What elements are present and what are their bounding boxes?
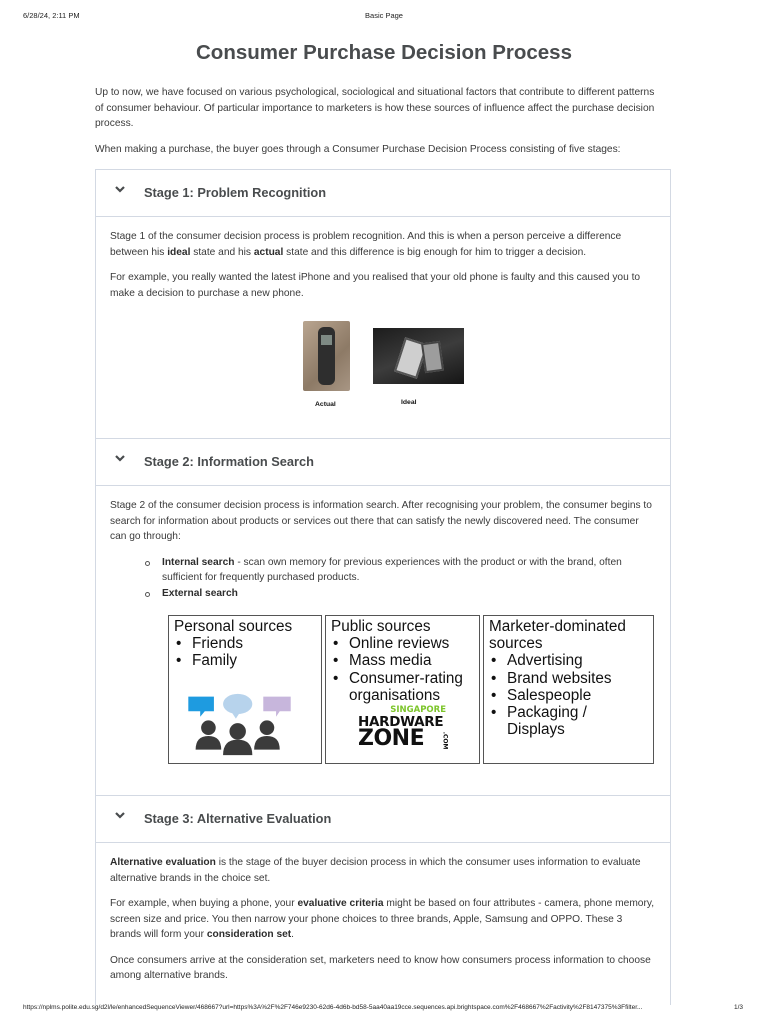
public-sources-box: Public sources • Online reviews • Mass media • Consumer-rating organisations SINGAPORE HARDWARE ZONE .COM: [325, 615, 480, 764]
actual-vs-ideal-image: [110, 311, 656, 421]
print-page-title: Basic Page: [365, 11, 403, 20]
personal-sources-box: Personal sources • Friends • Family: [168, 615, 322, 764]
chevron-down-icon[interactable]: [114, 810, 126, 820]
chevron-down-icon[interactable]: [114, 453, 126, 463]
stage-1-header[interactable]: [96, 170, 670, 217]
stage-2-header[interactable]: [96, 439, 670, 486]
stage-3-definition: Alternative evaluation is the stage of the buyer decision process in which the consumer uses information to evaluate alternative brands in the choice set.: [110, 857, 641, 884]
stage-3-consideration: Once consumers arrive at the consideration set, marketers need to know how consumers process information to choose among alternative brands.: [110, 954, 651, 981]
label-actual: Actual: [315, 401, 336, 408]
people-chat-icon: [181, 692, 309, 758]
print-url: https://nplms.polite.edu.sg/d2l/le/enhancedSequenceViewer/468667?url=https%3A%2F%2F746e9230-62d6-4d6b-bd58-5aa40aa19cce.sequences.api.brightspace.com%2F468667%2Factivity%2F8147375%3Ffilter...: [23, 1004, 643, 1011]
page-title: Consumer Purchase Decision Process: [196, 41, 572, 64]
intro-paragraph: Up to now, we have focused on various psychological, sociological and situational factors that contribute to different patterns of consumer behaviour. Of particular importance to marketers is how these sources of influence affect the purchase decision process.: [95, 87, 655, 129]
stage-2-body: [96, 486, 670, 775]
stage-3-body: [96, 843, 670, 984]
stage-1-paragraph: Stage 1 of the consumer decision process is problem recognition. And this is when a person perceive a difference between his ideal state and his actual state and this difference is big enough for him to trigger a decision.: [110, 231, 622, 258]
old-phone-image: [303, 321, 350, 391]
intro-five-stages: When making a purchase, the buyer goes through a Consumer Purchase Decision Process consisting of five stages:: [95, 144, 621, 155]
stage-3-example: For example, when buying a phone, your evaluative criteria might be based on four attributes - camera, phone memory, screen size and price. You then narrow your phone choices to three brands, Apple, Samsung and OPPO. These 3 brands will form your consideration set.: [110, 898, 655, 940]
label-ideal: Ideal: [401, 399, 417, 406]
stage-2-title: Stage 2: Information Search: [144, 454, 314, 469]
marketer-sources-box: Marketer-dominated sources • Advertising • Brand websites • Salespeople • Packaging / Displays: [483, 615, 654, 764]
stage-3-panel: [95, 795, 671, 1005]
print-page-number: 1/3: [734, 1004, 744, 1011]
stage-3-title: Stage 3: Alternative Evaluation: [144, 811, 332, 826]
list-item: External search: [162, 586, 656, 602]
stage-2-panel: [95, 438, 671, 796]
search-types-list: [110, 555, 656, 602]
stage-1-panel: [95, 169, 671, 439]
print-datetime: 6/28/24, 2:11 PM: [23, 11, 80, 20]
stage-2-paragraph: Stage 2 of the consumer decision process is information search. After recognising your problem, the consumer begins to search for information about products or services out there that can satisfy the newly discovered need. The consumer can go through:: [110, 500, 652, 542]
stage-1-body: [96, 217, 670, 421]
information-sources-image: [110, 615, 656, 775]
chevron-down-icon[interactable]: [114, 184, 126, 194]
stage-1-example: For example, you really wanted the latest iPhone and you realised that your old phone is faulty and this caused you to make a decision to purchase a new phone.: [110, 272, 641, 299]
stage-1-title: Stage 1: Problem Recognition: [144, 185, 327, 200]
new-phones-image: [373, 328, 464, 384]
stage-3-header[interactable]: [96, 796, 670, 843]
hardwarezone-logo: SINGAPORE HARDWARE ZONE .COM: [358, 705, 449, 751]
list-item: Internal search - scan own memory for previous experiences with the product or with the brand, often sufficient for frequently purchased products.: [162, 555, 656, 586]
